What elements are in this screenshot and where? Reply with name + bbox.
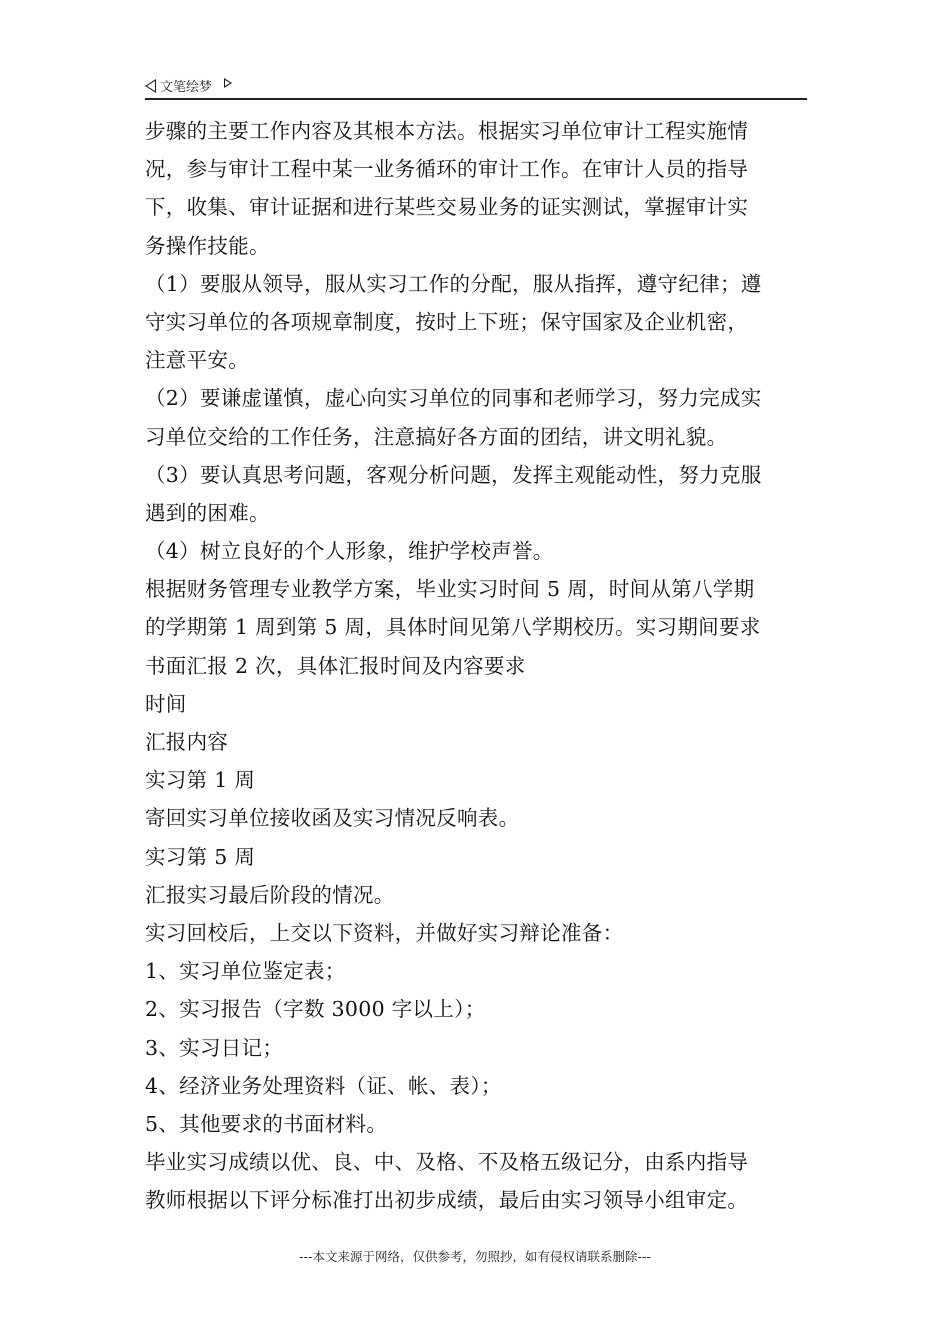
text-line: 根据财务管理专业教学方案，毕业实习时间 5 周，时间从第八学期 [145, 577, 755, 602]
text-line: 2、实习报告（字数 3000 字以上）； [145, 997, 486, 1022]
text-line: 的学期第 1 周到第 5 周，具体时间见第八学期校历。实习期间要求 [145, 615, 761, 640]
header-brand [145, 76, 232, 95]
text-line: 步骤的主要工作内容及其根本方法。根据实习单位审计工程实施情 [145, 119, 749, 143]
text-line: 下，收集、审计证据和进行某些交易业务的证实测试，掌握审计实 [145, 195, 749, 220]
text-line: 汇报实习最后阶段的情况。 [145, 882, 395, 907]
text-line: 书面汇报 2 次，具体汇报时间及内容要求 [145, 653, 526, 678]
text-line: 教师根据以下评分标准打出初步成绩，最后由实习领导小组审定。 [145, 1188, 749, 1213]
text-line: 毕业实习成绩以优、良、中、及格、不及格五级记分，由系内指导 [145, 1150, 749, 1175]
text-line: 5、其他要求的书面材料。 [145, 1111, 388, 1136]
text-line: 实习第 5 周 [145, 844, 256, 869]
text-line: （3）要认真思考问题，客观分析问题，发挥主观能动性，努力克服 [145, 462, 762, 487]
document-body [145, 112, 810, 1219]
text-line: 习单位交给的工作任务，注意搞好各方面的团结，讲文明礼貌。 [145, 424, 728, 449]
text-line: 守实习单位的各项规章制度，按时上下班；保守国家及企业机密， [145, 309, 749, 334]
text-line: 汇报内容 [145, 730, 229, 754]
text-line: 况，参与审计工程中某一业务循环的审计工作。在审计人员的指导 [145, 157, 749, 182]
text-line: 1、实习单位鉴定表； [145, 959, 346, 984]
text-line: 遇到的困难。 [145, 500, 270, 525]
page-header [145, 70, 807, 100]
text-line: （1）要服从领导，服从实习工作的分配，服从指挥，遵守纪律；遵 [145, 271, 762, 296]
triangle-left-icon [145, 79, 156, 93]
triangle-right-icon [224, 78, 232, 88]
text-line: 务操作技能。 [145, 233, 270, 258]
text-line: 实习回校后，上交以下资料，并做好实习辩论准备： [145, 920, 624, 945]
text-line: 时间 [145, 691, 187, 716]
text-line: （4）树立良好的个人形象，维护学校声誉。 [145, 539, 554, 564]
page-footer: ---本文来源于网络，仅供参考，勿照抄，如有侵权请联系删除--- [298, 1249, 652, 1264]
text-line: 实习第 1 周 [145, 768, 256, 793]
text-line: 寄回实习单位接收函及实习情况反响表。 [145, 806, 520, 831]
text-line: 注意平安。 [145, 348, 249, 373]
text-line: 3、实习日记； [145, 1035, 284, 1060]
header-brand-text: 文笔绘梦 [160, 80, 213, 95]
text-line: （2）要谦虚谨慎，虚心向实习单位的同事和老师学习，努力完成实 [145, 386, 762, 411]
text-line: 4、经济业务处理资料（证、帐、表）； [145, 1073, 502, 1098]
